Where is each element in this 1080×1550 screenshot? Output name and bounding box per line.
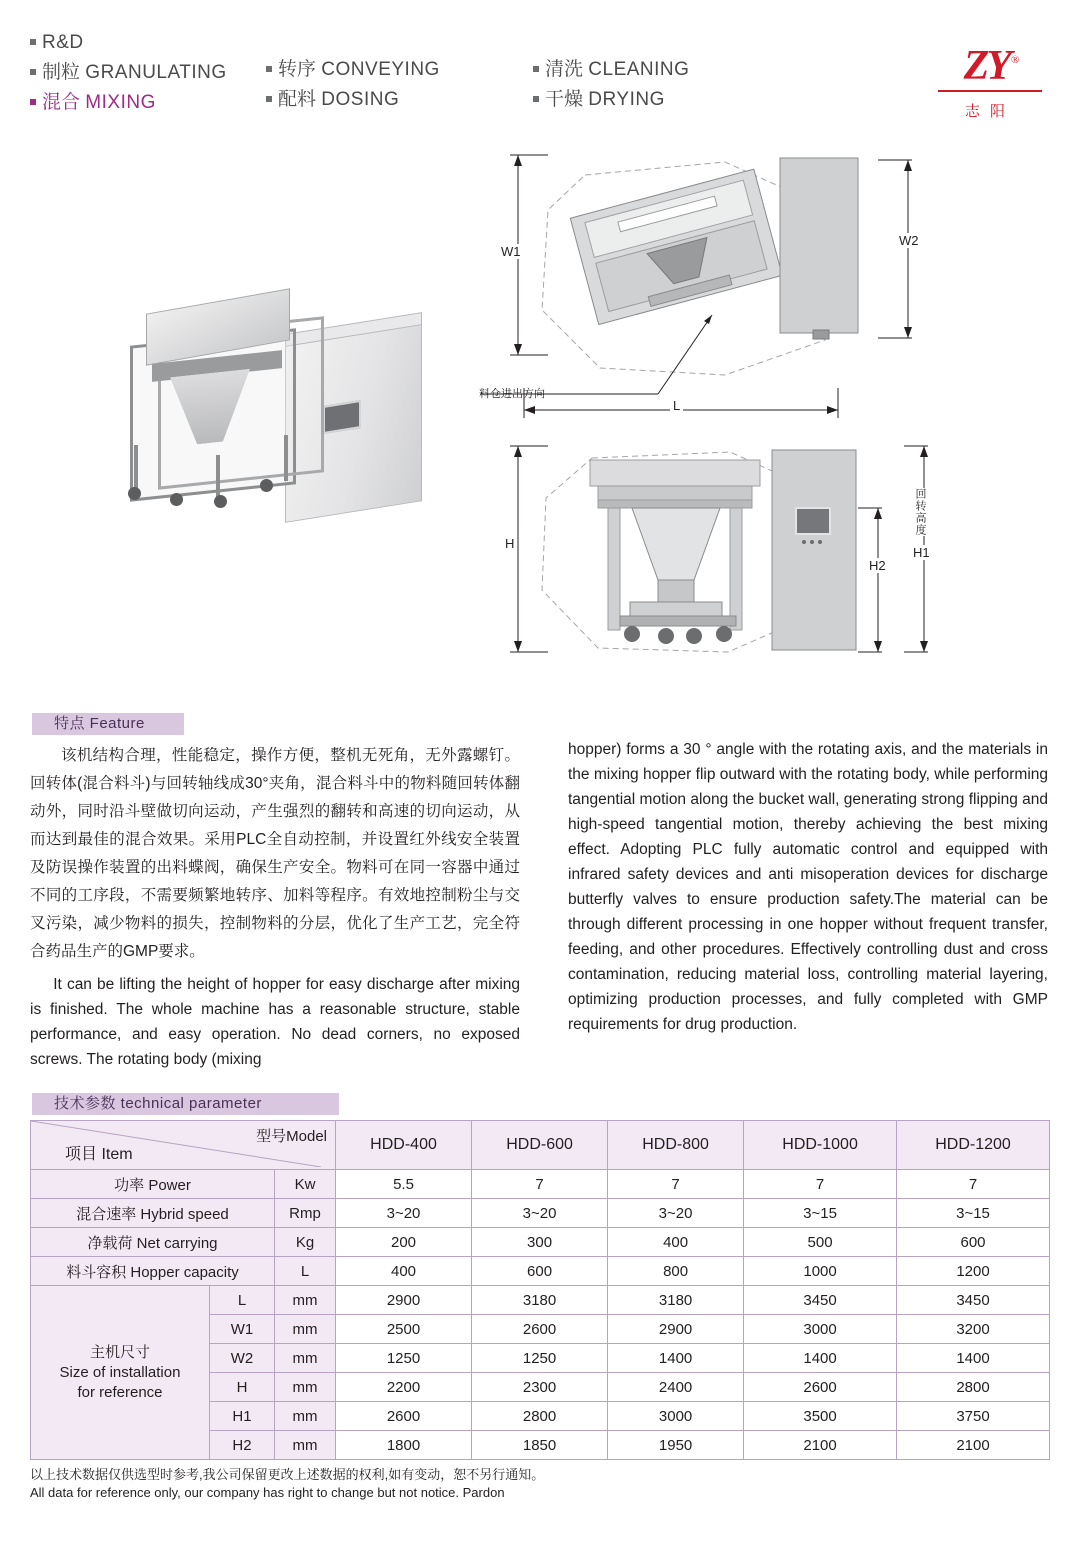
section-title-feature: 特点 Feature [32, 713, 184, 735]
cell: 600 [897, 1228, 1050, 1257]
cell: 3450 [744, 1286, 897, 1315]
feature-text-en-right [568, 737, 1048, 1037]
cell: 1250 [336, 1344, 472, 1373]
machine-photo [110, 295, 470, 535]
cell: 3~20 [472, 1199, 608, 1228]
model-col-3: HDD-800 [608, 1121, 744, 1170]
cell: 2900 [608, 1315, 744, 1344]
photo-leg [134, 445, 138, 491]
sub-row-w2: W2 [210, 1344, 275, 1373]
label-rotate-height: 回转高度 [910, 488, 929, 536]
cell: 1400 [608, 1344, 744, 1373]
row-unit-hopper-capacity: L [275, 1257, 336, 1286]
nav-column-3 [533, 55, 689, 115]
row-label-net-carrying: 净载荷 Net carrying [31, 1228, 275, 1257]
label-w2: W2 [896, 233, 922, 248]
photo-caster [128, 487, 141, 500]
nav-item-mixing[interactable]: 混合 MIXING [30, 88, 227, 118]
cell: 1800 [336, 1431, 472, 1460]
dimension-h [488, 440, 548, 670]
nav-item-conveying[interactable]: 转序 CONVEYING [266, 55, 440, 85]
cell: 600 [472, 1257, 608, 1286]
footnote-cn: 以上技术数据仅供选型时参考,我公司保留更改上述数据的权利,如有变动，恕不另行通知。 [30, 1467, 545, 1482]
company-logo [930, 38, 1050, 124]
row-unit-net-carrying: Kg [275, 1228, 336, 1257]
technical-drawing [480, 140, 950, 685]
logo-divider [938, 90, 1042, 92]
sub-row-h1: H1 [210, 1402, 275, 1431]
sub-row-h2: H2 [210, 1431, 275, 1460]
cell: 2800 [472, 1402, 608, 1431]
section-title-parameters: 技术参数 technical parameter [32, 1093, 339, 1115]
nav-title-rd: R&D [30, 28, 227, 58]
cell: 7 [744, 1170, 897, 1199]
footnote-en: All data for reference only, our company has right to change but not notice. Pardon [30, 1485, 505, 1500]
row-unit-power: Kw [275, 1170, 336, 1199]
cell: 200 [336, 1228, 472, 1257]
bullet-icon [266, 66, 272, 72]
cell: 1250 [472, 1344, 608, 1373]
nav-column-1 [30, 28, 227, 118]
cell: 3~15 [897, 1199, 1050, 1228]
table-header-item-model [31, 1121, 336, 1170]
table-header-row [31, 1121, 1050, 1170]
cell: 3500 [744, 1402, 897, 1431]
cell: 400 [608, 1228, 744, 1257]
cell: 500 [744, 1228, 897, 1257]
model-col-1: HDD-400 [336, 1121, 472, 1170]
table-row [31, 1228, 1050, 1257]
table-row [31, 1257, 1050, 1286]
cell: 3200 [897, 1315, 1050, 1344]
feature-paragraph-cn: 该机结构合理，性能稳定，操作方便，整机无死角，无外露螺钉。回转体(混合料斗)与回转轴线成30°夹角，混合料斗中的物料随回转体翻动外，同时沿斗壁做切向运动，产生强烈的翻转和高速的切向运动，从而达到最佳的混合效果。采用PLC全自动控制，并设置红外线安全装置及防误操作装置的出料蝶阀，确保生产安全。物料可在同一容器中通过不同的工序段，不需要频繁地转序、加料等程序。有效地控制粉尘与交叉污染，减少物料的损失，控制物料的分层，优化了生产工艺，完全符合药品生产的GMP要求。 [30, 747, 520, 960]
page-header [0, 0, 1080, 125]
cell: 3000 [608, 1402, 744, 1431]
feature-paragraph-en-2: hopper) forms a 30 ° angle with the rotating axis, and the materials in the mixing hopper flip outward with the rotating body, while performing tangential motion along the bucket wall, generating strong flipping and high-speed tangential motion, thereby achieving the best mixing effect. Adopting PLC fully automatic control and equipped with infrared safety devices and anti misoperation devices for discharge butterfly valves to ensure production safety.The material can be through different processing in one hopper without frequent transfer, feeding, and other procedures. Effectively controlling dust and cross contamination, reducing material loss, controlling material layering, optimizing production processes, and fully completed with GMP requirements for drug production. [568, 741, 1048, 1033]
cell: 7 [897, 1170, 1050, 1199]
cell: 300 [472, 1228, 608, 1257]
logo-mark: ZY ® [963, 43, 1017, 89]
unit-h1: mm [275, 1402, 336, 1431]
header-item-label: 项目 Item [65, 1146, 133, 1163]
cell: 2600 [744, 1373, 897, 1402]
spec-table [30, 1120, 1050, 1460]
nav-item-drying[interactable]: 干燥 DRYING [533, 85, 689, 115]
cell: 1400 [897, 1344, 1050, 1373]
feature-paragraph-en-1: It can be lifting the height of hopper for easy discharge after mixing is finished. The whole machine has a reasonable structure, stable performance, and easy operation. No dead corners, no exposed screws. The rotating body (mixing [30, 976, 520, 1068]
bullet-icon [533, 66, 539, 72]
photo-caster [170, 493, 183, 506]
cell: 2100 [744, 1431, 897, 1460]
label-l: L [670, 398, 683, 413]
label-h2: H2 [866, 558, 889, 573]
row-label-power: 功率 Power [31, 1170, 275, 1199]
size-label-en2: for reference [77, 1383, 163, 1401]
illustration-area [0, 130, 1080, 690]
cell: 1850 [472, 1431, 608, 1460]
row-unit-hybrid-speed: Rmp [275, 1199, 336, 1228]
cell: 7 [608, 1170, 744, 1199]
logo-company-name: 志阳 [964, 103, 1015, 120]
size-label-en1: Size of installation [59, 1363, 181, 1381]
cell: 2600 [336, 1402, 472, 1431]
header-model-label: 型号Model [256, 1128, 327, 1145]
cell: 2900 [336, 1286, 472, 1315]
cell: 3~20 [608, 1199, 744, 1228]
cell: 3750 [897, 1402, 1050, 1431]
dimension-h2 [858, 500, 898, 680]
size-label-cn: 主机尺寸 [89, 1343, 150, 1361]
nav-item-dosing[interactable]: 配料 DOSING [266, 85, 440, 115]
cell: 2100 [897, 1431, 1050, 1460]
unit-w1: mm [275, 1315, 336, 1344]
dimension-w2 [878, 148, 938, 368]
unit-h: mm [275, 1373, 336, 1402]
cell: 800 [608, 1257, 744, 1286]
model-col-4: HDD-1000 [744, 1121, 897, 1170]
cell: 1400 [744, 1344, 897, 1373]
table-row [31, 1170, 1050, 1199]
row-label-hopper-capacity: 料斗容积 Hopper capacity [31, 1257, 275, 1286]
cell: 1200 [897, 1257, 1050, 1286]
bullet-icon [533, 96, 539, 102]
bullet-icon [30, 69, 36, 75]
cell: 3~15 [744, 1199, 897, 1228]
unit-l: mm [275, 1286, 336, 1315]
cell: 3450 [897, 1286, 1050, 1315]
table-row [31, 1286, 1050, 1315]
sub-row-l: L [210, 1286, 275, 1315]
unit-w2: mm [275, 1344, 336, 1373]
label-h1: H1 [910, 545, 933, 560]
cell: 2600 [472, 1315, 608, 1344]
bullet-icon [266, 96, 272, 102]
cell: 3180 [472, 1286, 608, 1315]
cell: 400 [336, 1257, 472, 1286]
row-label-size-of-installation [31, 1286, 210, 1460]
cell: 2800 [897, 1373, 1050, 1402]
photo-leg [284, 435, 288, 481]
nav-column-2 [266, 55, 440, 115]
nav-item-granulating[interactable]: 制粒 GRANULATING [30, 58, 227, 88]
cell: 2400 [608, 1373, 744, 1402]
cell: 2300 [472, 1373, 608, 1402]
unit-h2: mm [275, 1431, 336, 1460]
cell: 3000 [744, 1315, 897, 1344]
cell: 2500 [336, 1315, 472, 1344]
nav-item-cleaning[interactable]: 清洗 CLEANING [533, 55, 689, 85]
cell: 1000 [744, 1257, 897, 1286]
cell: 5.5 [336, 1170, 472, 1199]
table-row [31, 1199, 1050, 1228]
footnote [30, 1466, 1030, 1502]
sub-row-w1: W1 [210, 1315, 275, 1344]
label-w1: W1 [498, 244, 524, 259]
model-col-5: HDD-1200 [897, 1121, 1050, 1170]
photo-caster [214, 495, 227, 508]
cell: 3~20 [336, 1199, 472, 1228]
cell: 1950 [608, 1431, 744, 1460]
cell: 2200 [336, 1373, 472, 1402]
cell: 7 [472, 1170, 608, 1199]
label-h: H [502, 536, 517, 551]
row-label-hybrid-speed: 混合速率 Hybrid speed [31, 1199, 275, 1228]
bullet-icon [30, 39, 36, 45]
sub-row-h: H [210, 1373, 275, 1402]
bullet-icon [30, 99, 36, 105]
photo-caster [260, 479, 273, 492]
feature-text-en-left [30, 972, 520, 1072]
feature-text-cn [30, 742, 520, 966]
label-feed-direction: 料仓进出方向 [479, 388, 545, 400]
model-col-2: HDD-600 [472, 1121, 608, 1170]
cell: 3180 [608, 1286, 744, 1315]
dimension-w1 [488, 140, 548, 400]
